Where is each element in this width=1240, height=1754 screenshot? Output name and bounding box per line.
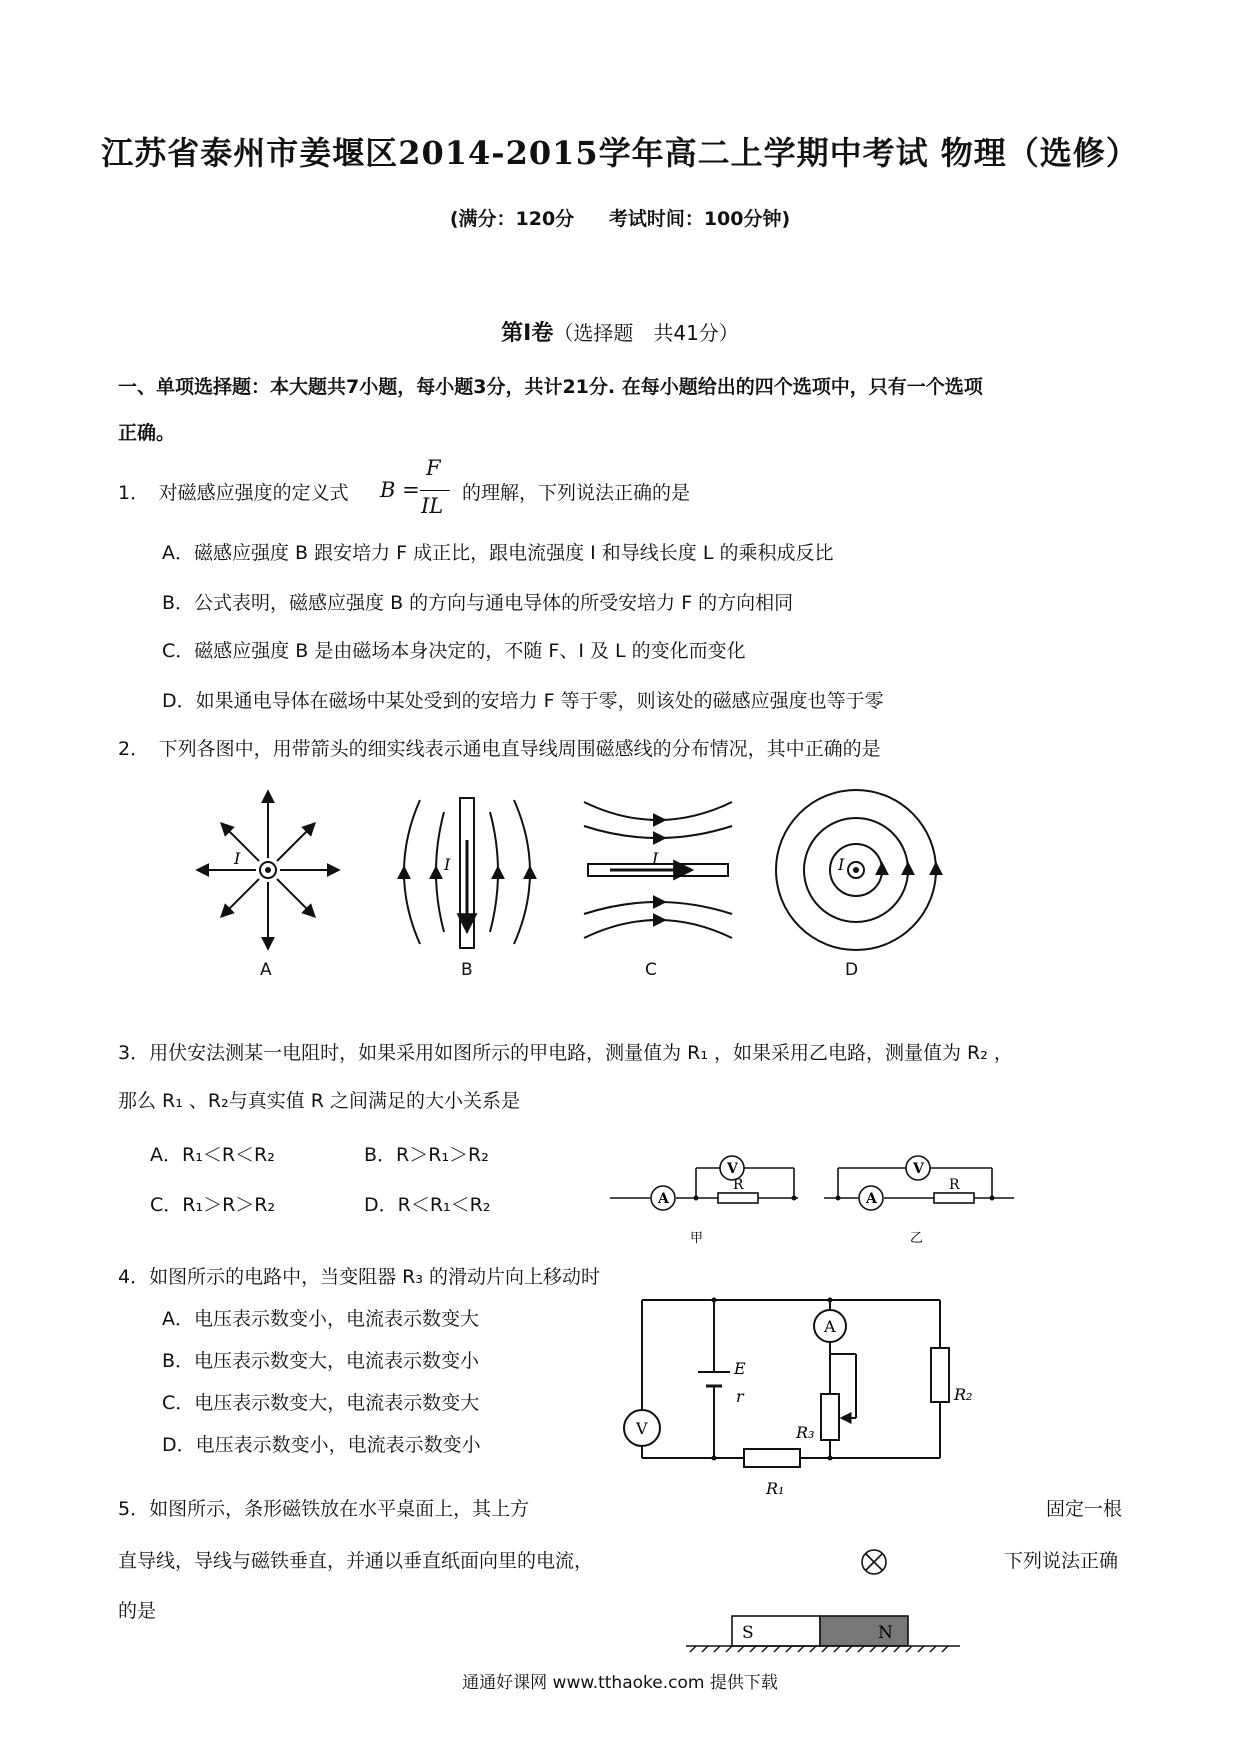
- q4-r2-label: R₂: [954, 1385, 973, 1404]
- q4-emf-label: E: [734, 1359, 746, 1378]
- q4-ammeter-label: A: [824, 1317, 836, 1336]
- section1-line1: 一、单项选择题：本大题共7小题，每小题3分，共计21分. 在每小题给出的四个选项中，只有一个选项: [118, 376, 983, 398]
- q4-internal-r-label: r: [736, 1387, 744, 1406]
- formula-numerator: F: [426, 456, 441, 480]
- q2-c-current-label: I: [652, 849, 659, 868]
- q1-option-c: C．磁感应强度 B 是由磁场本身决定的，不随 F、I 及 L 的变化而变化: [162, 640, 746, 662]
- q2-figure-c: [584, 802, 732, 938]
- q5-line2-right: 下列说法正确: [1004, 1550, 1119, 1572]
- q2-d-current-label: I: [838, 855, 845, 874]
- q4-option-d: D．电压表示数变小，电流表示数变小: [162, 1434, 481, 1456]
- q2-label-d: D: [845, 960, 859, 980]
- q3-jia-label: 甲: [690, 1231, 704, 1246]
- q1-formula: [380, 456, 460, 526]
- q4-r3-label: R₃: [796, 1423, 815, 1442]
- magnet-s-label: S: [742, 1623, 754, 1643]
- q3-circuit-jia: [610, 1156, 798, 1210]
- current-into-page-icon: [862, 1550, 886, 1574]
- part-title: 第Ⅰ卷: [501, 321, 554, 346]
- q3-option-b: B．R＞R₁＞R₂: [364, 1144, 489, 1166]
- q3-circuits: [600, 1150, 1040, 1260]
- q4-stem: 4．如图所示的电路中，当变阻器 R₃ 的滑动片向上移动时: [118, 1266, 600, 1288]
- formula-fraction-bar: [420, 490, 450, 491]
- q3-yi-resistor-label: R: [949, 1177, 960, 1193]
- q3-jia-voltmeter-label: V: [727, 1161, 738, 1177]
- q4-voltmeter-label: V: [636, 1419, 648, 1438]
- q3-option-d: D．R＜R₁＜R₂: [364, 1194, 491, 1216]
- full-score: (满分：120分: [449, 208, 575, 230]
- q4-option-c: C．电压表示数变大，电流表示数变大: [162, 1392, 480, 1414]
- q2-figure-a: [198, 792, 338, 948]
- section1-line2: 正确。: [118, 422, 176, 444]
- q3-line2: 那么 R₁ 、R₂与真实值 R 之间满足的大小关系是: [118, 1090, 520, 1112]
- formula-lhs: B =: [380, 478, 420, 502]
- q1-option-a: A．磁感应强度 B 跟安培力 F 成正比，跟电流强度 I 和导线长度 L 的乘积成反比: [162, 542, 834, 564]
- magnet-n-label: N: [878, 1623, 893, 1643]
- q3-yi-ammeter-label: A: [866, 1191, 877, 1207]
- page-title: 江苏省泰州市姜堰区2014-2015学年高二上学期中考试 物理（选修）: [101, 134, 1139, 172]
- q1-stem-pre: 1． 对磁感应强度的定义式: [118, 482, 349, 504]
- q5-line2-left: 直导线，导线与磁铁垂直，并通以垂直纸面向里的电流，: [118, 1550, 594, 1572]
- q2-figures: [0, 780, 1240, 980]
- q5-line1-left: 5．如图所示，条形磁铁放在水平桌面上，其上方: [118, 1498, 530, 1520]
- q2-label-b: B: [461, 960, 473, 980]
- q2-figure-b: [404, 798, 530, 948]
- q2-b-current-label: I: [444, 855, 451, 874]
- q5-line1-right: 固定一根: [1046, 1498, 1123, 1520]
- q1-stem: [118, 478, 349, 505]
- q3-option-c: C．R₁＞R＞R₂: [150, 1194, 276, 1216]
- q3-jia-resistor-label: R: [733, 1177, 744, 1193]
- q1-stem-post: 的理解，下列说法正确的是: [462, 482, 691, 504]
- q4-circuit: [610, 1290, 980, 1500]
- q3-line1: 3．用伏安法测某一电阻时，如果采用如图所示的甲电路，测量值为 R₁ ，如果采用乙电路，测量值为 R₂ ，: [118, 1042, 1013, 1064]
- q4-option-b: B．电压表示数变大，电流表示数变小: [162, 1350, 480, 1372]
- exam-time: 考试时间：100分钟): [608, 208, 791, 230]
- q2-stem: 2． 下列各图中，用带箭头的细实线表示通电直导线周围磁感线的分布情况，其中正确的是: [118, 738, 881, 760]
- q1-option-d: D．如果通电导体在磁场中某处受到的安培力 F 等于零，则该处的磁感应强度也等于零: [162, 690, 884, 712]
- exam-info: [0, 204, 1240, 231]
- formula-denominator: IL: [421, 494, 444, 518]
- q3-option-a: A．R₁＜R＜R₂: [150, 1144, 275, 1166]
- q2-a-current-label: I: [234, 849, 241, 868]
- q4-option-a: A．电压表示数变小，电流表示数变大: [162, 1308, 479, 1330]
- table-surface: [686, 1646, 960, 1652]
- q1-option-b: B．公式表明，磁感应强度 B 的方向与通电导体的所受安培力 F 的方向相同: [162, 592, 794, 614]
- footer-text: 通通好课网 www.tthaoke.com 提供下载: [462, 1673, 778, 1693]
- q5-line3: 的是: [118, 1600, 157, 1622]
- q3-yi-label: 乙: [910, 1231, 924, 1246]
- q3-jia-ammeter-label: A: [658, 1191, 669, 1207]
- q4-r1-label: R₁: [766, 1479, 785, 1498]
- q5-figure: [680, 1540, 970, 1670]
- q3-yi-voltmeter-label: V: [913, 1161, 924, 1177]
- part-heading: [0, 316, 1240, 347]
- part-note: （选择题 共41分）: [553, 321, 739, 345]
- q2-label-a: A: [260, 960, 272, 980]
- q2-label-c: C: [645, 960, 657, 980]
- q2-figure-d: [776, 790, 936, 950]
